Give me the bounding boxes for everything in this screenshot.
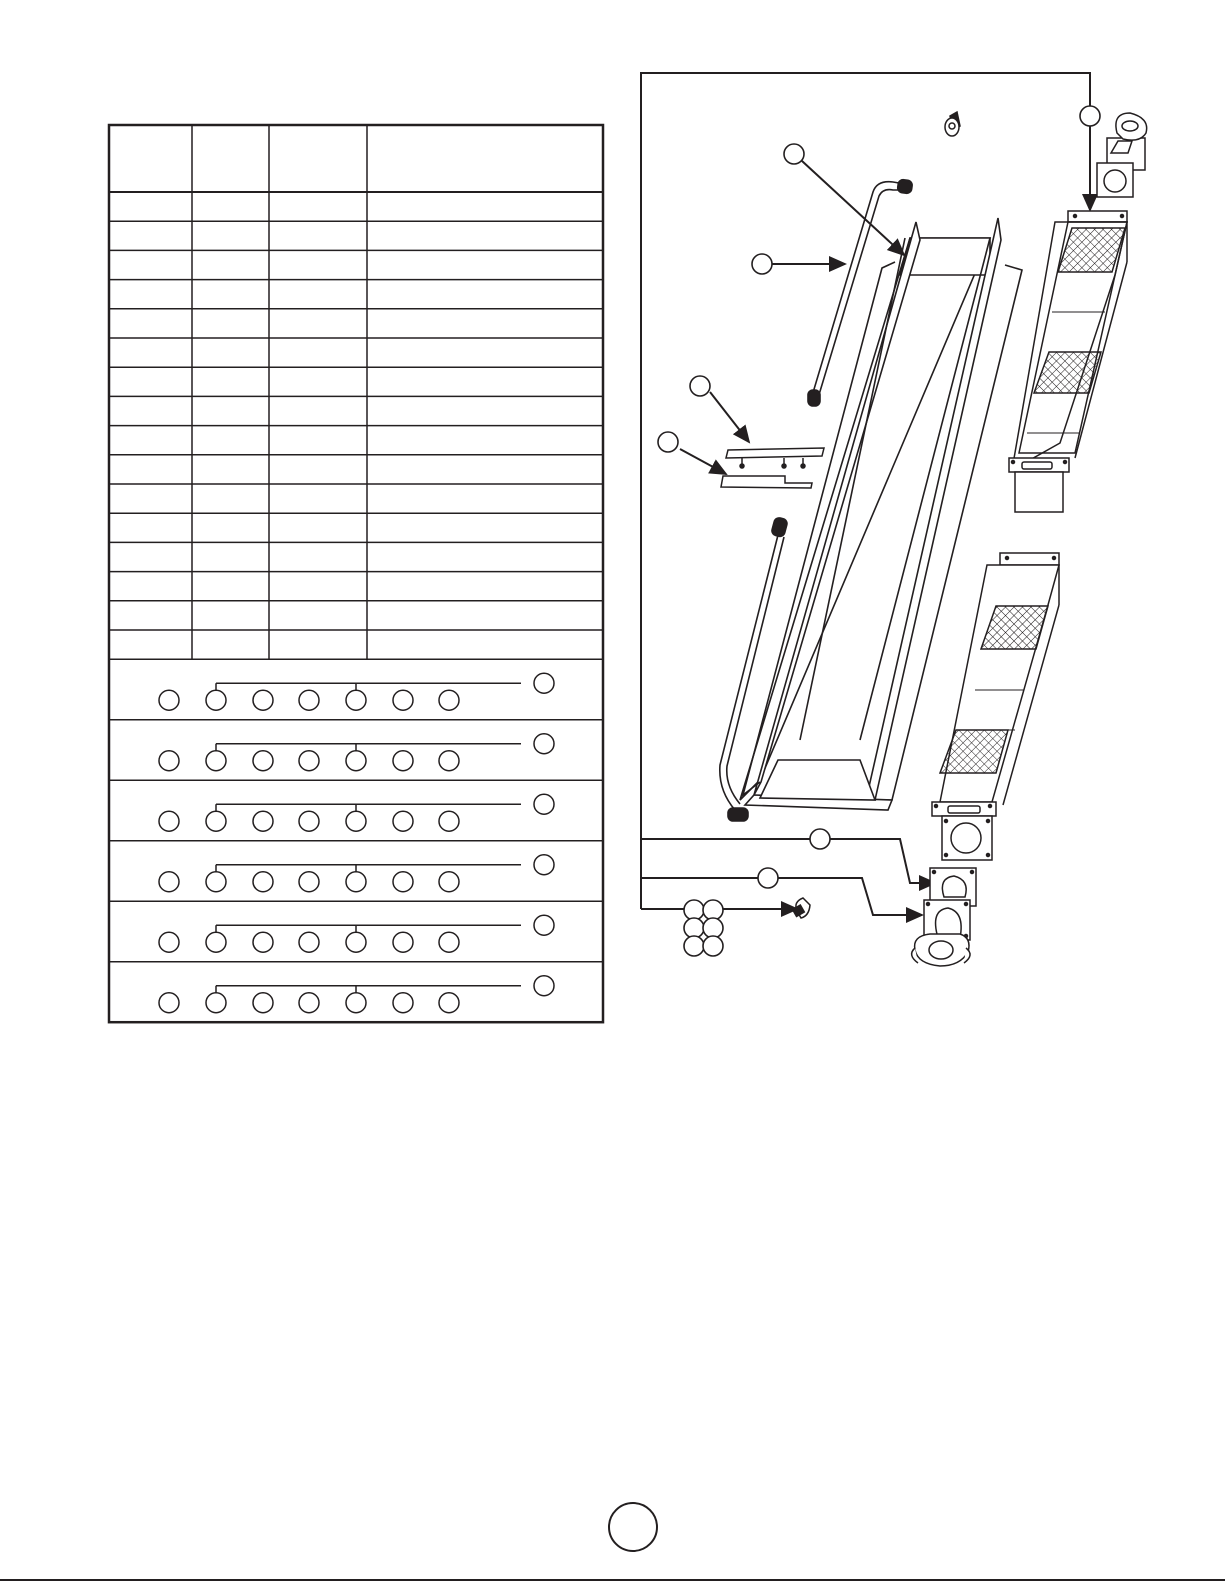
small-knob: [945, 112, 960, 136]
callout-balloon: [703, 918, 723, 938]
callout-balloons: [658, 106, 1100, 956]
callout-balloon: [1080, 106, 1100, 126]
orifice-fitting: [793, 898, 810, 918]
callout-balloon: [752, 254, 772, 274]
gasket-plate: [721, 476, 812, 488]
callout-balloon: [703, 900, 723, 920]
callout-balloon: [703, 936, 723, 956]
page-number-badge: [608, 1502, 658, 1552]
bracket-plate: [726, 448, 824, 468]
callout-balloon: [784, 144, 804, 164]
callout-balloon: [658, 432, 678, 452]
callout-balloon: [684, 900, 704, 920]
radiant-assembly-upper: [1009, 211, 1127, 512]
callout-balloon: [684, 936, 704, 956]
callout-balloon: [758, 868, 778, 888]
radiant-assembly-lower: [932, 553, 1059, 860]
callout-balloon: [810, 829, 830, 849]
venturi-upper: [1097, 113, 1147, 197]
callout-balloon: [690, 376, 710, 396]
bottom-rule: [0, 1579, 1225, 1581]
venturi-right-2: [912, 900, 970, 966]
callout-balloon: [684, 918, 704, 938]
